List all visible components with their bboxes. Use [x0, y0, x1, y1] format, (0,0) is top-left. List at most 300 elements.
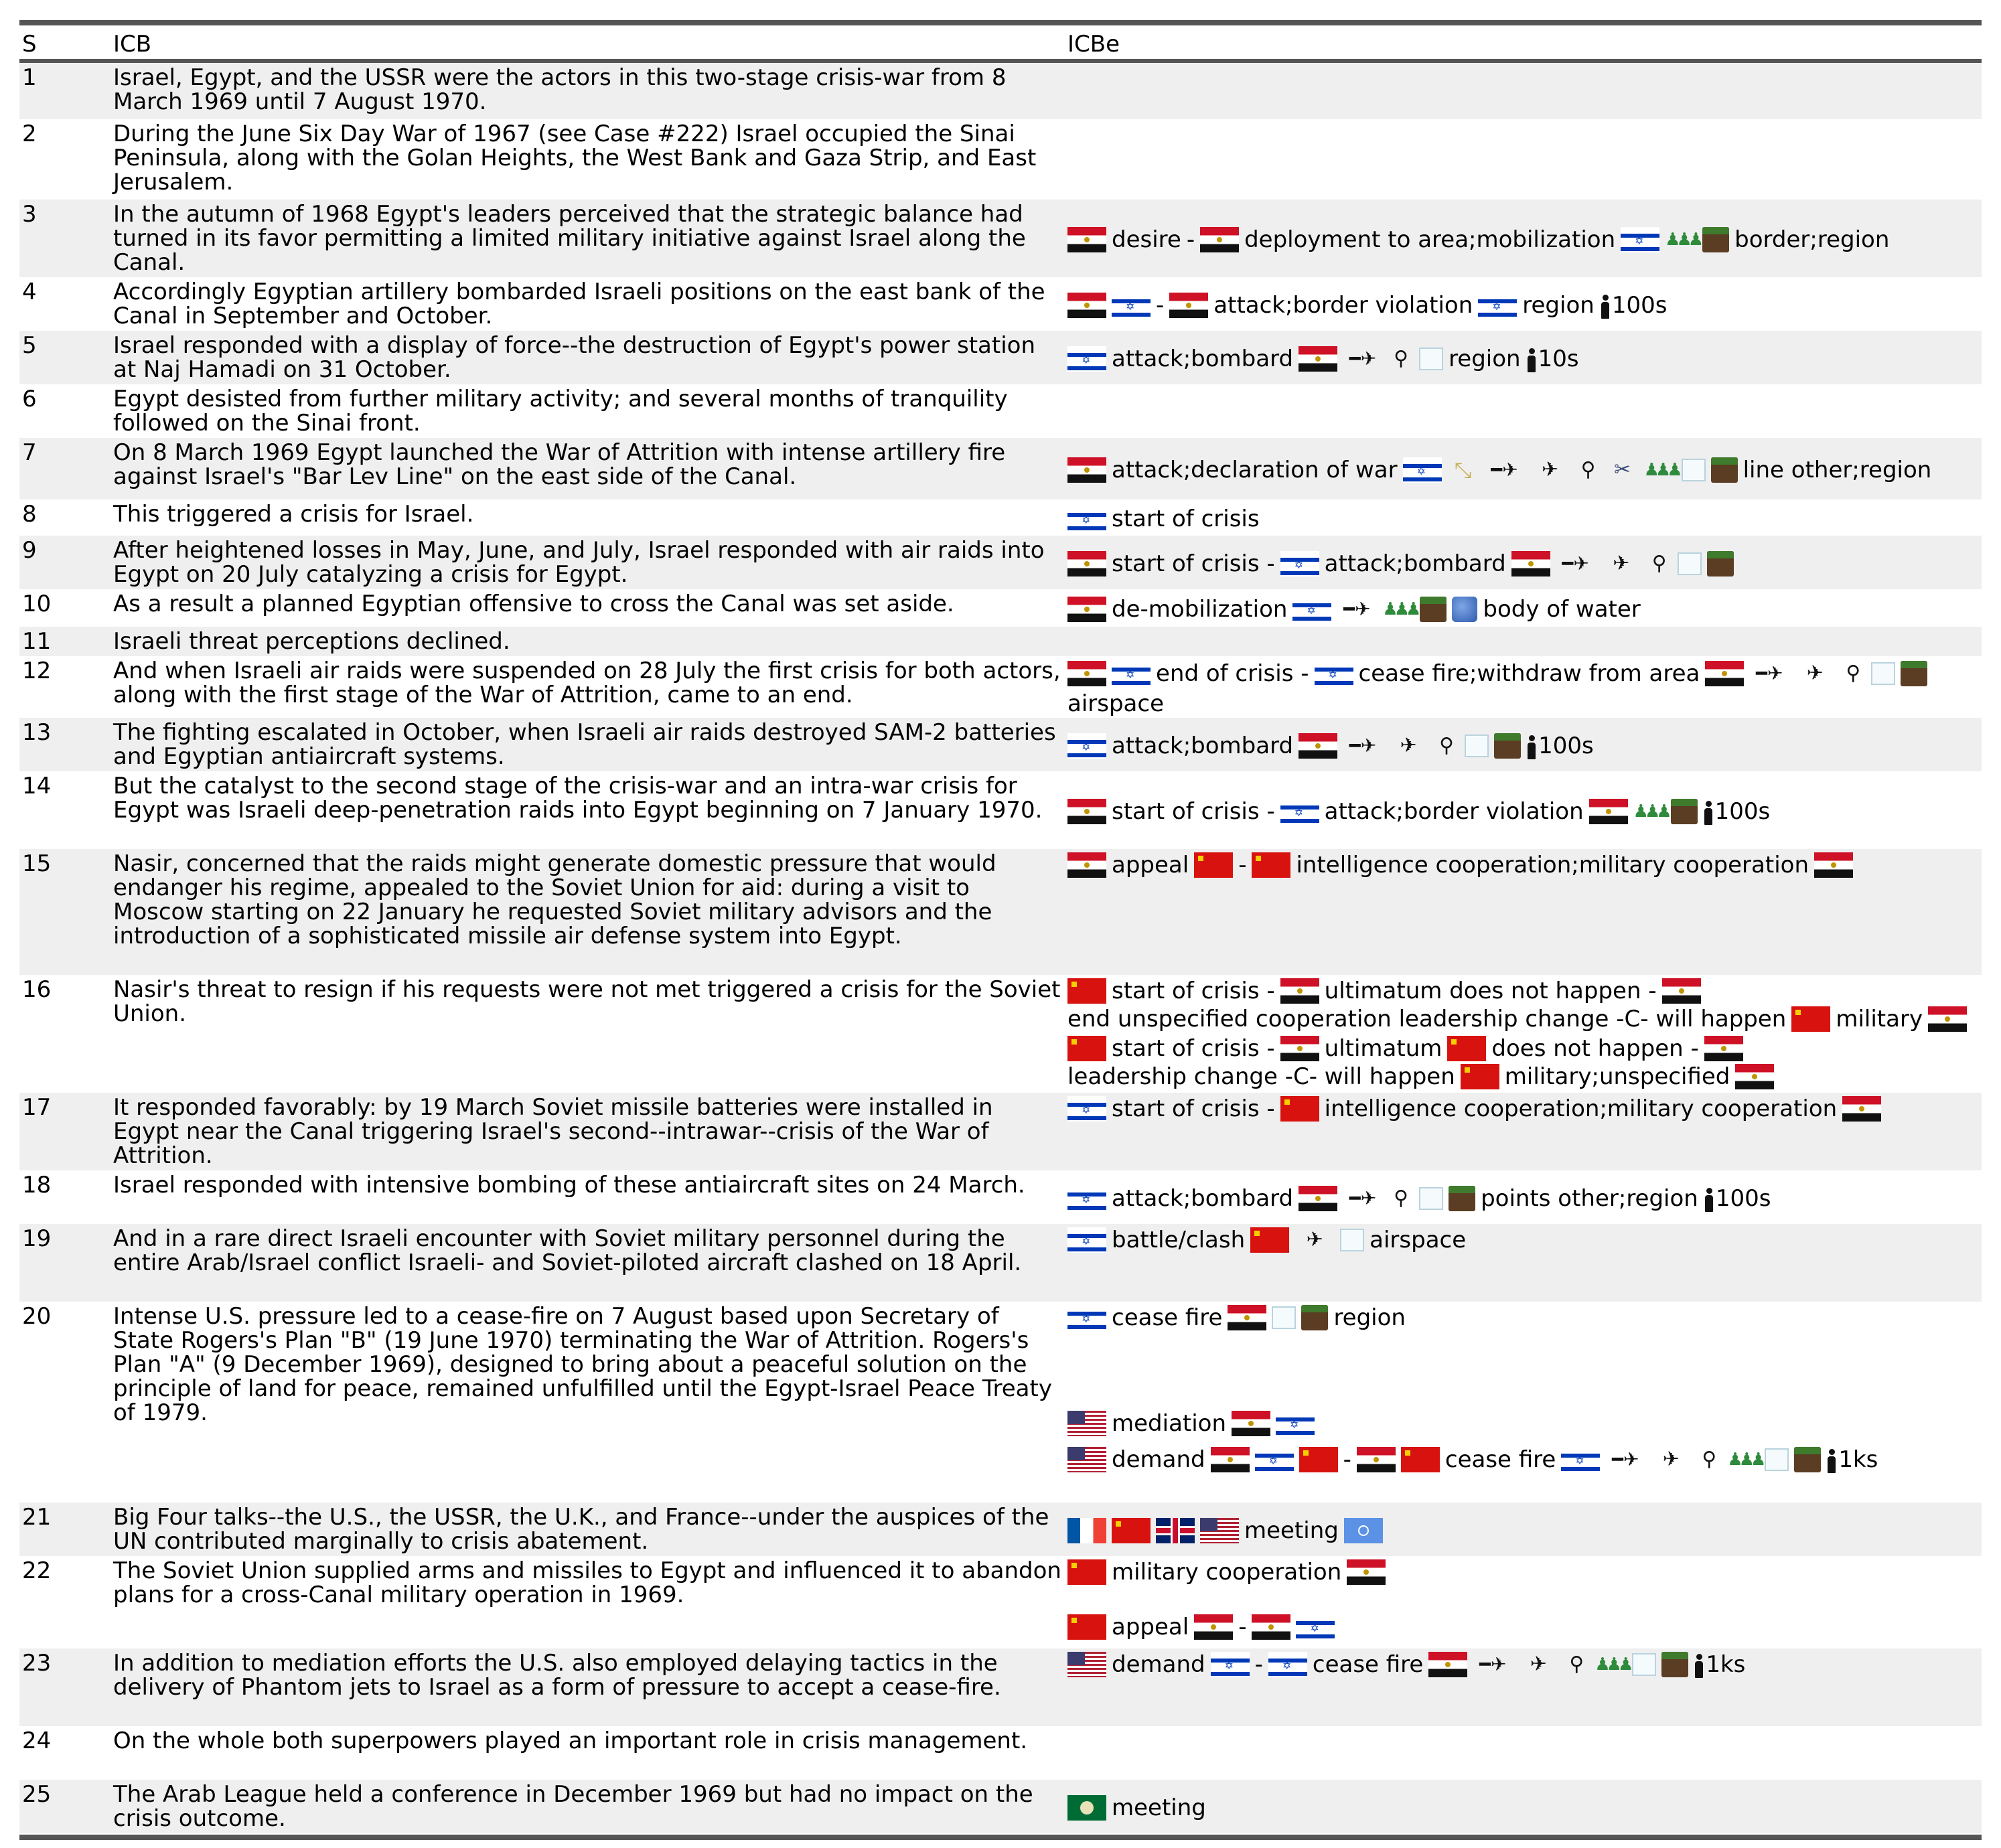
egypt-flag-icon: [1511, 551, 1550, 576]
egypt-flag-icon: [1928, 1006, 1967, 1032]
jet-icon: ━✈: [1479, 1653, 1507, 1675]
event-text: desire: [1112, 226, 1181, 253]
egypt-flag-icon: [1814, 852, 1853, 878]
israel-flag-icon: [1621, 227, 1659, 252]
event-text: attack;declaration of war: [1112, 457, 1398, 483]
icbe-event: [1067, 1227, 1982, 1302]
event-text: demand: [1112, 1446, 1205, 1473]
egypt-flag-icon: [1735, 1064, 1774, 1089]
ussr-flag-icon: [1280, 1096, 1319, 1122]
event-text: de-mobilization: [1112, 596, 1288, 623]
event-text: battle/clash: [1112, 1227, 1246, 1253]
ground-icon: [1671, 799, 1698, 824]
table-row: [19, 1556, 1982, 1648]
table-row: [19, 589, 1982, 627]
event-text: start of crisis -: [1112, 1095, 1275, 1122]
person-icon: [1600, 295, 1611, 319]
row-number: 17: [22, 1094, 52, 1121]
event-text: attack;bombard: [1112, 345, 1294, 372]
row-number: 24: [22, 1727, 52, 1754]
table-row: [19, 1726, 1982, 1780]
row-number: 9: [22, 537, 37, 564]
ussr-flag-icon: [1401, 1447, 1440, 1472]
ussr-flag-icon: [1447, 1036, 1486, 1061]
ussr-flag-icon: [1252, 852, 1290, 878]
event-text: line other;region: [1743, 457, 1932, 483]
person-icon: [1526, 348, 1537, 372]
event-text: intelligence cooperation;military cooperation: [1324, 1095, 1838, 1122]
ground-icon: [1420, 597, 1447, 622]
plane-icon: ✈: [1662, 1448, 1680, 1471]
israel-flag-icon: [1276, 1411, 1315, 1436]
missile-icon: ⚲: [1394, 347, 1409, 370]
person-icon: [1826, 1449, 1837, 1473]
france-flag-icon: [1067, 1518, 1106, 1543]
icbe-event: [1067, 978, 1982, 1032]
row-number: 4: [22, 279, 37, 305]
artillery-icon: ⤡: [1454, 457, 1472, 483]
event-text: attack;bombard: [1112, 733, 1294, 759]
egypt-flag-icon: [1067, 293, 1106, 318]
troops-icon: ♟♟♟: [1665, 230, 1700, 250]
event-text: start of crisis -: [1112, 550, 1275, 577]
icb-text: Nasir's threat to resign if his requests were not met triggered a crisis for the Soviet Union.: [113, 976, 1061, 1027]
event-text: points other;region: [1481, 1185, 1698, 1212]
icb-text: Intense U.S. pressure led to a cease-fire on 7 August based upon Secretary of State Rogers's Plan "B" (19 June 1970) terminating the War of Attrition. Rogers's Plan "A" (9 December 1969), designed to bring about a peaceful solution on the principle of land for peace, remained unfulfilled until the Egypt-Israel Peace Treaty of 1979.: [113, 1303, 1052, 1426]
event-text: attack;border violation: [1324, 798, 1584, 825]
row-number: 15: [22, 850, 52, 877]
table-top-rule: [19, 20, 1982, 25]
header-icb: ICB: [113, 31, 152, 58]
plane-icon: ✈: [1613, 552, 1630, 575]
icb-text: Israel, Egypt, and the USSR were the actors in this two-stage crisis-war from 8 March 1969 until 7 August 1970.: [113, 64, 1007, 115]
missile-icon: ⚲: [1702, 1448, 1717, 1471]
israel-flag-icon: [1280, 799, 1319, 824]
troops-icon: ♟♟♟: [1382, 599, 1418, 619]
icbe-event: [1067, 502, 1982, 536]
egypt-flag-icon: [1067, 457, 1106, 483]
missile-icon: ⚲: [1846, 661, 1861, 685]
israel-flag-icon: [1067, 1305, 1106, 1330]
icb-text: Nasir, concerned that the raids might generate domestic pressure that would endanger his regime, appealed to the Soviet Union for aid: during a visit to Moscow starting on 22 January he requested Soviet military advisors and the introduction of a sophisticated missile air defense system into Egypt.: [113, 850, 996, 949]
egypt-flag-icon: [1357, 1447, 1396, 1472]
event-text: cease fire: [1312, 1651, 1424, 1678]
icbe-event: [1067, 1035, 1982, 1090]
row-number: 5: [22, 332, 37, 359]
person-icon: [1703, 801, 1714, 825]
event-text: cease fire;withdraw from area: [1358, 660, 1700, 687]
air-icon: [1765, 1448, 1789, 1471]
egypt-flag-icon: [1428, 1652, 1467, 1677]
icb-text: The Soviet Union supplied arms and missiles to Egypt and influenced it to abandon plans for a cross-Canal military operation in 1969.: [113, 1557, 1061, 1608]
event-text: military: [1836, 1006, 1923, 1032]
israel-flag-icon: [1296, 1614, 1335, 1640]
icbe-event: [1067, 1446, 1982, 1473]
row-number: 22: [22, 1557, 52, 1584]
icb-text: Accordingly Egyptian artillery bombarded Israeli positions on the east bank of the Canal in September and October.: [113, 279, 1045, 329]
arab-league-flag-icon: [1067, 1795, 1106, 1821]
usa-flag-icon: [1067, 1411, 1106, 1436]
row-number: 25: [22, 1781, 52, 1808]
egypt-flag-icon: [1252, 1614, 1290, 1640]
ground-icon: [1794, 1447, 1821, 1472]
icb-text: After heightened losses in May, June, and July, Israel responded with air raids into Egypt on 20 July catalyzing a crisis for Egypt.: [113, 537, 1045, 588]
icbe-event: [1067, 720, 1982, 771]
jet-icon: ━✈: [1343, 598, 1371, 620]
event-text: meeting: [1112, 1794, 1206, 1821]
table-row: [19, 119, 1982, 200]
icbe-event: [1067, 1782, 1982, 1833]
icbe-cell: [1067, 978, 1982, 1093]
egypt-flag-icon: [1347, 1559, 1386, 1585]
egypt-flag-icon: [1200, 227, 1239, 252]
person-icon: [1704, 1188, 1714, 1212]
row-number: 23: [22, 1650, 52, 1677]
icbe-cell: [1067, 1559, 1982, 1648]
fatalities-text: 10s: [1538, 345, 1579, 372]
fatalities-text: 100s: [1714, 798, 1771, 825]
icb-text: This triggered a crisis for Israel.: [113, 501, 474, 528]
event-text: region: [1449, 345, 1521, 372]
event-text: start of crisis -: [1112, 978, 1275, 1004]
israel-flag-icon: [1112, 661, 1151, 686]
egypt-flag-icon: [1067, 661, 1106, 686]
israel-flag-icon: [1268, 1652, 1307, 1677]
event-text: start of crisis -: [1112, 798, 1275, 825]
row-number: 11: [22, 628, 52, 655]
troops-icon: ♟♟♟: [1595, 1654, 1630, 1675]
event-text: cease fire: [1112, 1304, 1223, 1331]
air-icon: [1632, 1653, 1656, 1676]
event-text: region: [1333, 1304, 1406, 1331]
event-text: end unspecified cooperation leadership change -C- will happen: [1067, 1006, 1787, 1032]
row-number: 7: [22, 439, 37, 466]
egypt-flag-icon: [1842, 1096, 1881, 1122]
ground-icon: [1661, 1652, 1688, 1677]
air-icon: [1682, 459, 1706, 481]
icb-text: Big Four talks--the U.S., the USSR, the U.K., and France--under the auspices of the UN contributed marginally to crisis abatement.: [113, 1504, 1049, 1555]
event-text: military cooperation: [1112, 1559, 1342, 1586]
table-row: [19, 331, 1982, 384]
event-text: does not happen -: [1491, 1035, 1699, 1062]
air-icon: [1419, 1187, 1443, 1210]
icbe-event: [1067, 592, 1982, 627]
row-number: 6: [22, 386, 37, 412]
egypt-flag-icon: [1194, 1614, 1233, 1640]
table-row: [19, 627, 1982, 656]
icbe-event: [1067, 1651, 1982, 1726]
table-row: [19, 200, 1982, 277]
ground-icon: [1702, 227, 1729, 252]
un-flag-icon: [1344, 1518, 1383, 1543]
person-icon: [1526, 735, 1537, 759]
table-row: [19, 1780, 1982, 1833]
row-number: 3: [22, 201, 37, 228]
icb-text: In addition to mediation efforts the U.S. also employed delaying tactics in the delivery of Phantom jets to Israel as a form of pressure to accept a cease-fire.: [113, 1650, 1001, 1701]
row-number: 13: [22, 719, 52, 746]
event-text: body of water: [1483, 596, 1641, 623]
israel-flag-icon: [1067, 1186, 1106, 1211]
table-row: [19, 1093, 1982, 1170]
row-number: 21: [22, 1504, 52, 1531]
israel-flag-icon: [1067, 346, 1106, 372]
fatalities-text: 1ks: [1838, 1446, 1878, 1473]
egypt-flag-icon: [1067, 227, 1106, 252]
icbe-cell: [1067, 629, 1982, 656]
troops-icon: ♟♟♟: [1727, 1450, 1763, 1470]
icbe-event: [1067, 333, 1982, 384]
fatalities-text: 1ks: [1706, 1651, 1746, 1678]
event-text: -: [1186, 226, 1195, 253]
ussr-flag-icon: [1461, 1064, 1499, 1089]
event-text: -: [1254, 1651, 1263, 1678]
egypt-flag-icon: [1067, 597, 1106, 622]
air-icon: [1871, 662, 1895, 685]
icbe-event: [1067, 852, 1982, 975]
israel-flag-icon: [1255, 1447, 1294, 1472]
israel-flag-icon: [1561, 1447, 1600, 1472]
table-row: [19, 1503, 1982, 1556]
ussr-flag-icon: [1299, 1447, 1338, 1472]
egypt-flag-icon: [1704, 1036, 1743, 1061]
icb-text: Israel responded with a display of force--the destruction of Egypt's power station at Naj Hamadi on 31 October.: [113, 332, 1036, 383]
icbe-cell: [1067, 122, 1982, 200]
table-bottom-rule: [19, 1835, 1982, 1840]
icb-icbe-comparison-table: [19, 20, 1982, 1840]
icb-text: It responded favorably: by 19 March Soviet missile batteries were installed in Egypt near the Canal triggering Israel's second--intrawar--crisis of the War of Attrition.: [113, 1094, 993, 1169]
event-text: -: [1238, 1614, 1247, 1640]
missile-icon: ⚲: [1651, 552, 1667, 575]
egypt-flag-icon: [1662, 978, 1701, 1004]
table-row: [19, 63, 1982, 119]
icbe-cell: [1067, 1729, 1982, 1780]
icb-text: In the autumn of 1968 Egypt's leaders perceived that the strategic balance had turned in its favor permitting a limited military initiative against Israel along the Canal.: [113, 201, 1026, 276]
event-text: border;region: [1734, 226, 1890, 253]
israel-flag-icon: [1280, 551, 1319, 576]
icbe-event: [1067, 1614, 1982, 1640]
plane-icon: ✈: [1306, 1228, 1323, 1251]
jet-icon: ━✈: [1756, 662, 1783, 684]
icbe-cell: [1067, 387, 1982, 438]
ground-icon: [1711, 457, 1738, 483]
event-text: ultimatum does not happen -: [1324, 978, 1657, 1004]
ground-icon: [1707, 551, 1734, 576]
table-row: [19, 277, 1982, 331]
table-row: [19, 499, 1982, 536]
icb-text: During the June Six Day War of 1967 (see Case #222) Israel occupied the Sinai Peninsula, along with the Golan Heights, the West Bank and Gaza Strip, and East Jerusalem.: [113, 121, 1037, 196]
plane-icon: ✈: [1400, 734, 1417, 757]
table-row: [19, 1224, 1982, 1302]
ussr-flag-icon: [1791, 1006, 1830, 1032]
table-row: [19, 718, 1982, 771]
event-text: region: [1522, 292, 1595, 319]
plane-icon: ✈: [1542, 458, 1559, 481]
jet-icon: ━✈: [1562, 552, 1589, 574]
icb-text: On the whole both superpowers played an important role in crisis management.: [113, 1727, 1028, 1754]
egypt-flag-icon: [1067, 852, 1106, 878]
event-text: attack;bombard: [1112, 1185, 1294, 1212]
israel-flag-icon: [1315, 661, 1353, 686]
event-text: end of crisis -: [1156, 660, 1309, 687]
jet-icon: ━✈: [1491, 459, 1518, 481]
ground-icon: [1494, 733, 1521, 759]
israel-flag-icon: [1211, 1652, 1250, 1677]
row-number: 18: [22, 1172, 52, 1199]
event-text: appeal: [1112, 852, 1189, 878]
person-icon: [1694, 1654, 1704, 1678]
icbe-event: [1067, 774, 1982, 849]
event-text: meeting: [1244, 1517, 1339, 1544]
egypt-flag-icon: [1228, 1305, 1266, 1330]
header-s: S: [22, 31, 37, 58]
icbe-event: [1067, 1095, 1982, 1170]
row-number: 1: [22, 64, 37, 91]
israel-flag-icon: [1067, 1096, 1106, 1122]
icb-text: Israeli threat perceptions declined.: [113, 628, 510, 655]
icbe-event: [1067, 441, 1982, 499]
israel-flag-icon: [1112, 293, 1151, 318]
event-text: appeal: [1112, 1614, 1189, 1640]
ussr-flag-icon: [1067, 1559, 1106, 1585]
missile-icon: ⚲: [1580, 458, 1596, 481]
israel-flag-icon: [1403, 457, 1442, 483]
air-icon: [1272, 1306, 1296, 1329]
egypt-flag-icon: [1280, 1036, 1319, 1061]
event-text: attack;border violation: [1213, 292, 1473, 319]
event-text: attack;bombard: [1324, 550, 1506, 577]
ussr-flag-icon: [1067, 978, 1106, 1004]
icbe-cell: [1067, 1304, 1982, 1503]
missile-icon: ⚲: [1569, 1652, 1584, 1676]
event-text: mediation: [1112, 1410, 1227, 1437]
israel-flag-icon: [1067, 506, 1106, 532]
uk-flag-icon: [1156, 1518, 1195, 1543]
jet-icon: ━✈: [1349, 1187, 1377, 1209]
row-number: 19: [22, 1225, 52, 1252]
table-row: [19, 1648, 1982, 1726]
icbe-event: [1067, 538, 1982, 589]
icbe-event: [1067, 202, 1982, 277]
egypt-flag-icon: [1705, 661, 1744, 686]
jet-icon: ━✈: [1349, 348, 1377, 370]
icb-text: But the catalyst to the second stage of the crisis-war and an intra-war crisis for Egypt was Israeli deep-penetration raids into Egypt beginning on 7 January 1970.: [113, 773, 1043, 824]
icb-text: The fighting escalated in October, when Israeli air raids destroyed SAM-2 batteries and Egyptian antiaircraft systems.: [113, 719, 1056, 770]
usa-flag-icon: [1200, 1518, 1239, 1543]
israel-flag-icon: [1478, 293, 1517, 318]
event-text: cease fire: [1444, 1446, 1556, 1473]
row-number: 8: [22, 501, 37, 528]
ground-icon: [1301, 1305, 1328, 1330]
table-row: [19, 438, 1982, 499]
egypt-flag-icon: [1067, 551, 1106, 576]
air-icon: [1419, 348, 1443, 370]
table-row: [19, 1170, 1982, 1224]
ussr-flag-icon: [1250, 1227, 1289, 1253]
event-text: military;unspecified: [1504, 1063, 1730, 1090]
table-row: [19, 975, 1982, 1093]
event-text: -: [1156, 292, 1165, 319]
egypt-flag-icon: [1299, 733, 1337, 759]
missile-icon: ⚲: [1394, 1186, 1409, 1210]
drone-icon: ✂: [1614, 458, 1631, 481]
row-number: 10: [22, 591, 52, 617]
event-text: start of crisis: [1112, 506, 1260, 532]
icbe-event: [1067, 280, 1982, 331]
icbe-event: [1067, 659, 1982, 718]
egypt-flag-icon: [1211, 1447, 1250, 1472]
egypt-flag-icon: [1589, 799, 1628, 824]
event-text: ultimatum: [1324, 1035, 1442, 1062]
israel-flag-icon: [1067, 1227, 1106, 1253]
icb-text: On 8 March 1969 Egypt launched the War of Attrition with intense artillery fire against Israel's "Bar Lev Line" on the east side of the Canal.: [113, 439, 1006, 490]
table-row: [19, 1302, 1982, 1503]
row-number: 20: [22, 1303, 52, 1330]
icbe-cell: [1067, 66, 1982, 119]
table-row: [19, 849, 1982, 975]
egypt-flag-icon: [1067, 799, 1106, 824]
icbe-event: [1067, 1505, 1982, 1556]
egypt-flag-icon: [1232, 1411, 1270, 1436]
jet-icon: ━✈: [1612, 1448, 1639, 1470]
icb-text: And when Israeli air raids were suspended on 28 July the first crisis for both actors, along with the first stage of the War of Attrition, came to an end.: [113, 658, 1061, 708]
water-icon: [1452, 597, 1477, 622]
table-header: [19, 25, 1982, 59]
ussr-flag-icon: [1067, 1614, 1106, 1640]
event-text: leadership change -C- will happen: [1067, 1063, 1455, 1090]
ground-icon: [1901, 661, 1927, 686]
row-number: 14: [22, 773, 52, 799]
israel-flag-icon: [1292, 597, 1331, 622]
israel-flag-icon: [1067, 733, 1106, 759]
row-number: 12: [22, 658, 52, 684]
row-number: 16: [22, 976, 52, 1003]
ussr-flag-icon: [1067, 1036, 1106, 1061]
jet-icon: ━✈: [1349, 735, 1377, 757]
fatalities-text: 100s: [1611, 292, 1668, 319]
icb-text: Egypt desisted from further military activity; and several months of tranquility followed on the Sinai front.: [113, 386, 1008, 437]
event-text: airspace: [1067, 690, 1165, 717]
event-text: -: [1238, 852, 1247, 878]
table-row: [19, 771, 1982, 849]
troops-icon: ♟♟♟: [1643, 460, 1679, 480]
troops-icon: ♟♟♟: [1633, 801, 1668, 822]
icbe-event: [1067, 1410, 1982, 1437]
event-text: deployment to area;mobilization: [1244, 226, 1616, 253]
egypt-flag-icon: [1169, 293, 1208, 318]
event-text: airspace: [1369, 1227, 1467, 1253]
icbe-event: [1067, 1559, 1982, 1586]
table-row: [19, 384, 1982, 438]
icb-text: The Arab League held a conference in December 1969 but had no impact on the crisis outcome.: [113, 1781, 1033, 1832]
table-row: [19, 656, 1982, 718]
event-text: start of crisis -: [1112, 1035, 1275, 1062]
missile-icon: ⚲: [1439, 734, 1455, 757]
egypt-flag-icon: [1299, 1186, 1337, 1211]
usa-flag-icon: [1067, 1652, 1106, 1677]
icb-text: Israel responded with intensive bombing of these antiaircraft sites on 24 March.: [113, 1172, 1025, 1199]
table-row: [19, 536, 1982, 589]
air-icon: [1465, 735, 1489, 757]
egypt-flag-icon: [1280, 978, 1319, 1004]
usa-flag-icon: [1067, 1447, 1106, 1472]
fatalities-text: 100s: [1538, 733, 1594, 759]
ussr-flag-icon: [1194, 852, 1233, 878]
icbe-event: [1067, 1173, 1982, 1224]
ussr-flag-icon: [1112, 1518, 1151, 1543]
row-number: 2: [22, 121, 37, 147]
event-text: intelligence cooperation;military cooperation: [1296, 852, 1809, 878]
ground-icon: [1449, 1186, 1475, 1211]
